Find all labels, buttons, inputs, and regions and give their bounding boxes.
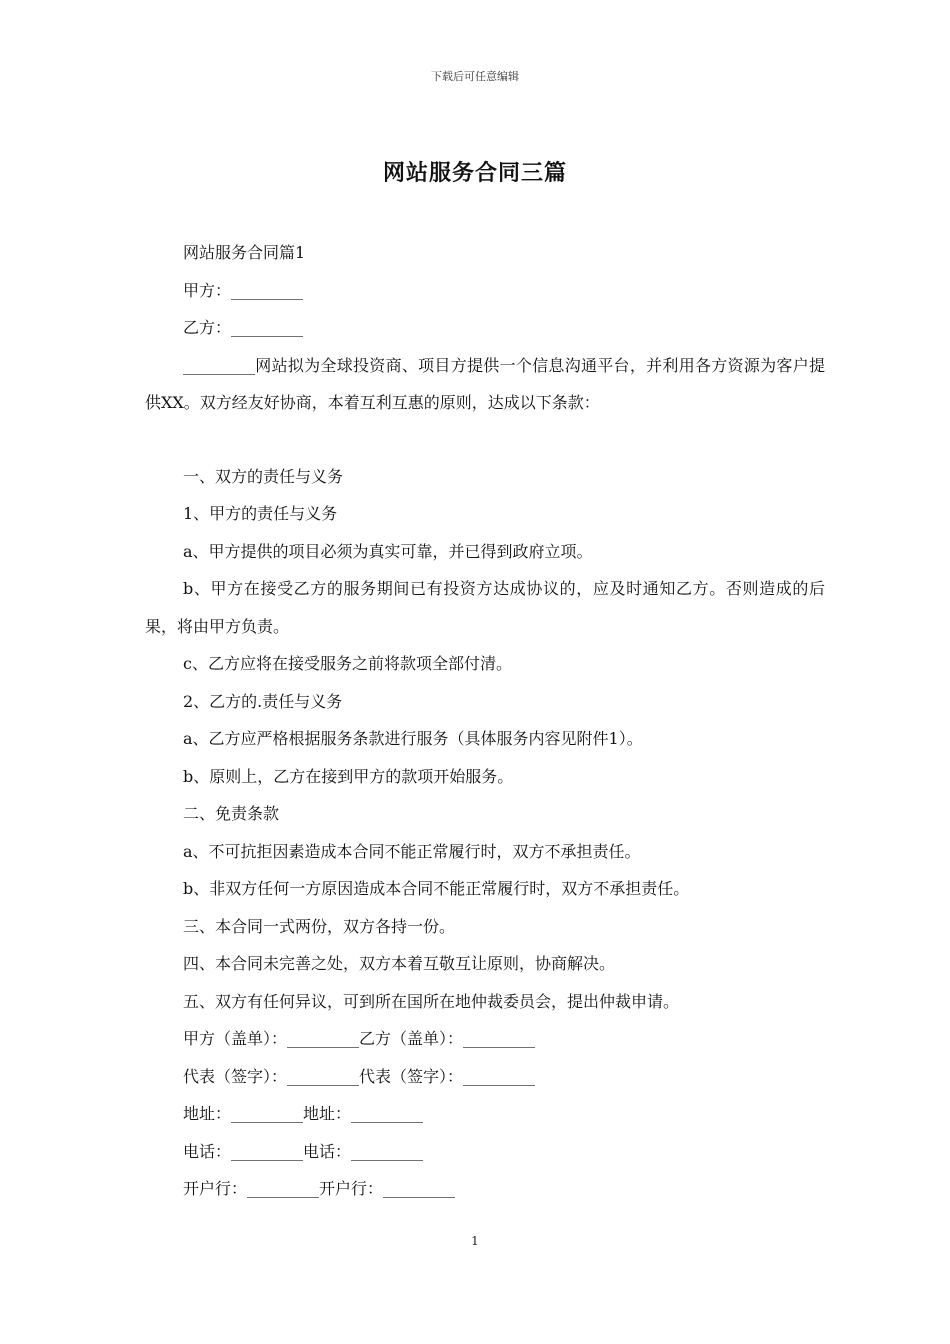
clause-heading: 一、双方的责任与义务 <box>183 466 344 486</box>
clause-subheading: 1、甲方的责任与义务 <box>183 504 338 523</box>
clause-heading: 四、本合同未完善之处，双方本着互敬互让原则，协商解决。 <box>183 954 616 973</box>
signature-line: 代表（签字）：_________代表（签字）：_________ <box>183 1066 536 1086</box>
clause-item: a、甲方提供的项目必须为真实可靠，并已得到政府立项。 <box>183 541 593 561</box>
bank-line: 开户行：_________开户行：_________ <box>183 1179 456 1198</box>
party-b-line: 乙方：_________ <box>183 318 304 337</box>
section-heading: 网站服务合同篇1 <box>183 243 306 262</box>
clause-item: b、非双方任何一方原因造成本合同不能正常履行时，双方不承担责任。 <box>183 879 690 898</box>
clause-item: b、原则上，乙方在接到甲方的款项开始服务。 <box>183 766 514 786</box>
address-line: 地址：_________地址：_________ <box>183 1104 424 1123</box>
clause-heading: 五、双方有任何异议，可到所在国所在地仲裁委员会，提出仲裁申请。 <box>183 991 680 1011</box>
phone-line: 电话：_________电话：_________ <box>183 1141 424 1161</box>
clause-item: a、不可抗拒因素造成本合同不能正常履行时，双方不承担责任。 <box>183 841 641 861</box>
intro-paragraph: _________网站拟为全球投资商、项目方提供一个信息沟通平台，并利用各方资源为客户提供XX。双方经友好协商，本着互利互惠的原则，达成以下条款： <box>145 355 825 412</box>
contract-body <box>145 234 825 1208</box>
clause-item: b、甲方在接受乙方的服务期间已有投资方达成协议的，应及时通知乙方。否则造成的后果，将由甲方负责。 <box>145 579 825 636</box>
header-note: 下载后可任意编辑 <box>431 70 519 83</box>
clause-item: a、乙方应严格根据服务条款进行服务（具体服务内容见附件1）。 <box>183 729 643 748</box>
party-a-line: 甲方：_________ <box>183 280 304 300</box>
clause-heading: 三、本合同一式两份，双方各持一份。 <box>183 916 456 936</box>
clause-item: c、乙方应将在接受服务之前将款项全部付清。 <box>183 654 512 673</box>
clause-subheading: 2、乙方的.责任与义务 <box>183 691 343 711</box>
signature-line: 甲方（盖单）：_________乙方（盖单）：_________ <box>183 1029 536 1048</box>
page-number: 1 <box>471 1234 479 1248</box>
document-title: 网站服务合同三篇 <box>382 160 567 186</box>
clause-heading: 二、免责条款 <box>183 804 280 823</box>
